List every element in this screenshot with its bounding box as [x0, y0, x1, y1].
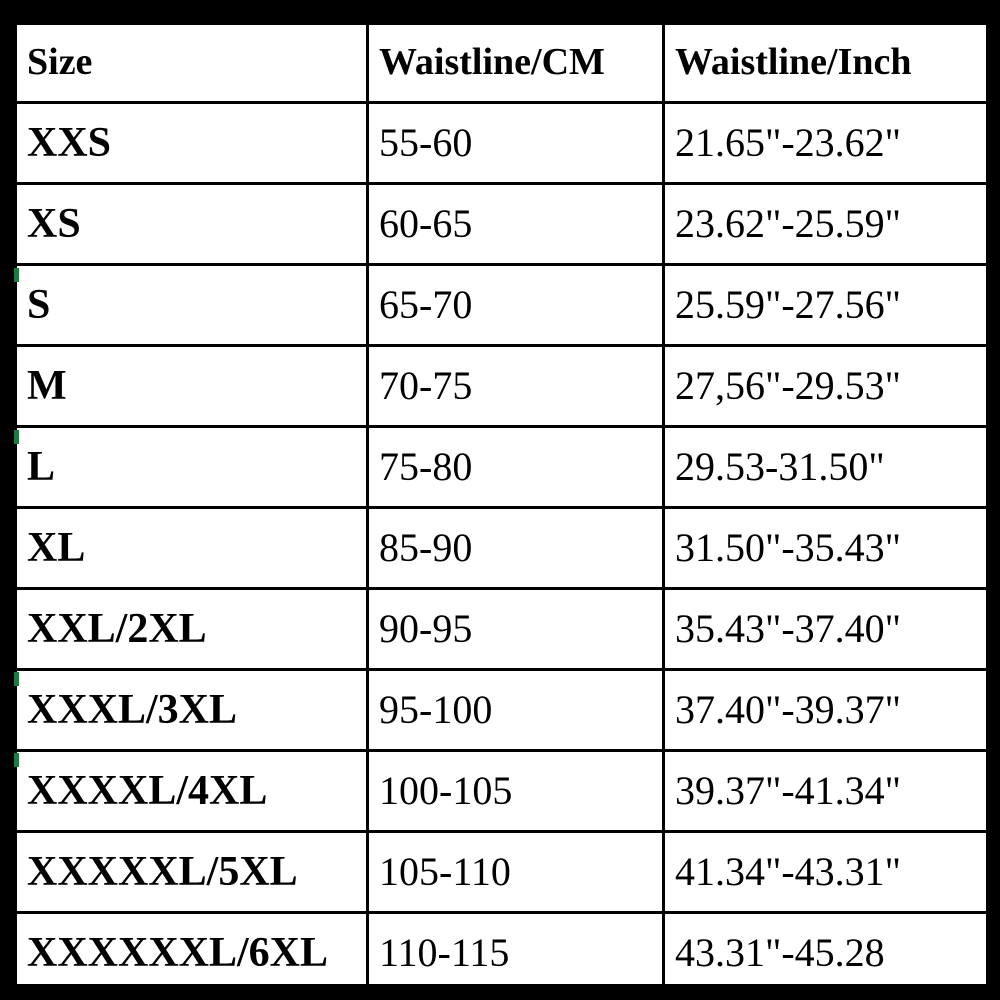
table-body — [16, 103, 987, 985]
edge-artifact — [14, 753, 19, 767]
table-row — [16, 913, 987, 985]
table-header-row — [16, 24, 987, 103]
cell-size: XXXXL/4XL — [16, 751, 368, 832]
cell-waistline-inch: 23.62"-25.59" — [664, 184, 987, 265]
edge-artifact — [14, 268, 19, 282]
cell-waistline-inch: 39.37"-41.34" — [664, 751, 987, 832]
cell-waistline-cm: 60-65 — [368, 184, 664, 265]
table-row — [16, 832, 987, 913]
table-row — [16, 346, 987, 427]
cell-size: L — [16, 427, 368, 508]
cell-waistline-cm: 105-110 — [368, 832, 664, 913]
table-row — [16, 184, 987, 265]
cell-waistline-cm: 55-60 — [368, 103, 664, 184]
edge-artifact — [14, 672, 19, 686]
column-header-waistline-cm: Waistline/CM — [368, 24, 664, 103]
cell-waistline-inch: 25.59"-27.56" — [664, 265, 987, 346]
edge-artifact — [14, 430, 19, 444]
cell-waistline-cm: 85-90 — [368, 508, 664, 589]
cell-waistline-inch: 41.34"-43.31" — [664, 832, 987, 913]
cell-waistline-inch: 37.40"-39.37" — [664, 670, 987, 751]
cell-waistline-cm: 100-105 — [368, 751, 664, 832]
cell-waistline-cm: 70-75 — [368, 346, 664, 427]
cell-waistline-inch: 31.50"-35.43" — [664, 508, 987, 589]
column-header-size: Size — [16, 24, 368, 103]
cell-size: XXL/2XL — [16, 589, 368, 670]
cell-size: XS — [16, 184, 368, 265]
column-header-waistline-inch: Waistline/Inch — [664, 24, 987, 103]
table-row — [16, 427, 987, 508]
cell-waistline-cm: 110-115 — [368, 913, 664, 985]
table-row — [16, 670, 987, 751]
cell-waistline-inch: 29.53-31.50" — [664, 427, 987, 508]
cell-size: S — [16, 265, 368, 346]
cell-waistline-inch: 35.43"-37.40" — [664, 589, 987, 670]
table-row — [16, 103, 987, 184]
cell-waistline-cm: 75-80 — [368, 427, 664, 508]
cell-waistline-cm: 90-95 — [368, 589, 664, 670]
size-chart-table-container — [14, 22, 986, 984]
table-row — [16, 589, 987, 670]
cell-waistline-inch: 43.31"-45.28 — [664, 913, 987, 985]
table-row — [16, 265, 987, 346]
cell-waistline-inch: 21.65"-23.62" — [664, 103, 987, 184]
cell-waistline-cm: 95-100 — [368, 670, 664, 751]
cell-size: XXS — [16, 103, 368, 184]
cell-size: XXXL/3XL — [16, 670, 368, 751]
cell-size: XXXXXXL/6XL — [16, 913, 368, 985]
cell-size: XL — [16, 508, 368, 589]
table-row — [16, 508, 987, 589]
cell-waistline-cm: 65-70 — [368, 265, 664, 346]
table-row — [16, 751, 987, 832]
cell-size: M — [16, 346, 368, 427]
size-chart-table — [14, 22, 986, 984]
cell-size: XXXXXL/5XL — [16, 832, 368, 913]
table-header — [16, 24, 987, 103]
cell-waistline-inch: 27,56"-29.53" — [664, 346, 987, 427]
